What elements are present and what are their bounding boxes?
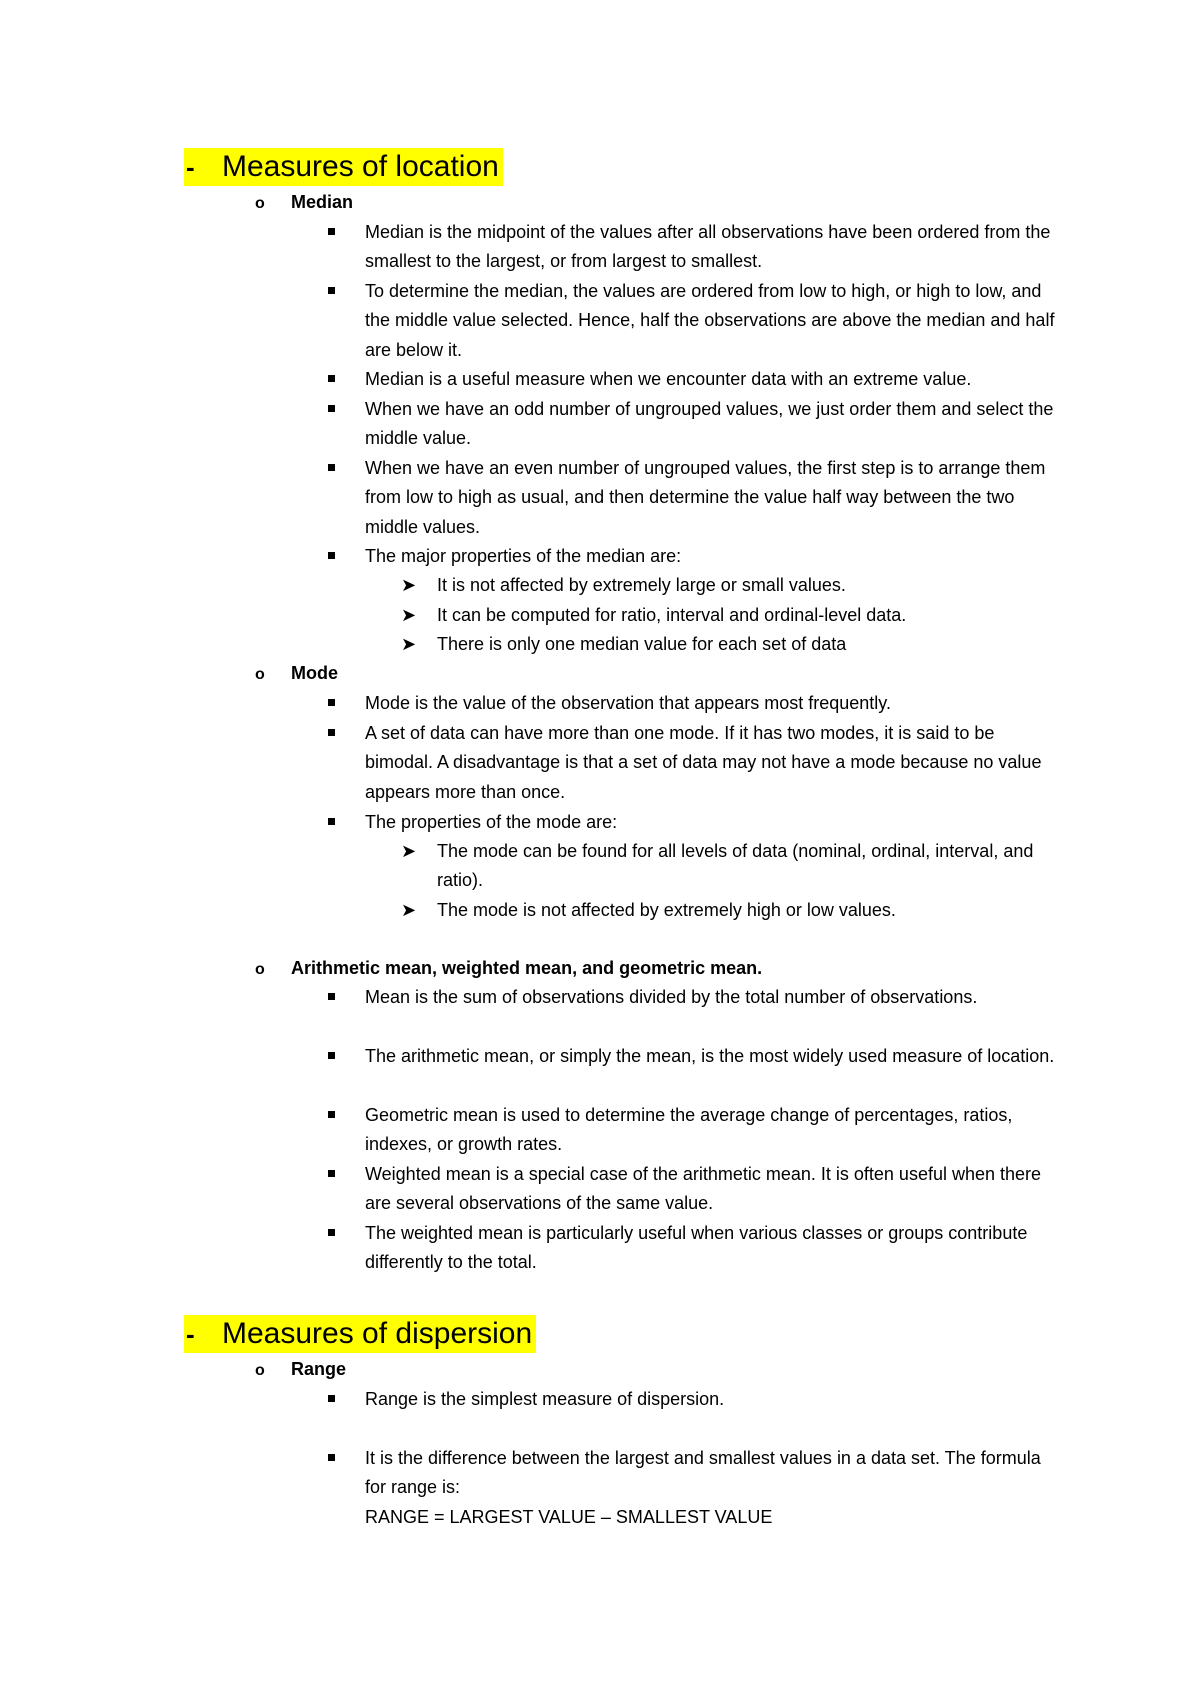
list-item	[365, 277, 1065, 365]
arrow-bullet-icon: ➤	[401, 575, 417, 595]
list-item-text: There is only one median value for each set of data	[437, 634, 847, 654]
list-item-text: It is not affected by extremely large or small values.	[437, 575, 846, 595]
list-item	[401, 601, 1057, 630]
square-bullet-icon	[328, 464, 335, 471]
list-item	[401, 896, 1057, 925]
list-item-text: Weighted mean is a special case of the arithmetic mean. It is often useful when there are several observations of the same value.	[365, 1164, 1042, 1214]
square-bullet-icon	[328, 1052, 335, 1059]
list-item-text: The mode is not affected by extremely high or low values.	[437, 900, 896, 920]
arrow-bullet-icon: ➤	[401, 634, 417, 654]
list-item	[401, 837, 1057, 896]
heading-measures-of-dispersion	[184, 1315, 536, 1353]
heading-dash: -	[186, 152, 195, 182]
list-item	[401, 571, 1057, 600]
list-item-text: Mean is the sum of observations divided by the total number of observations.	[365, 987, 978, 1007]
list-item	[365, 1160, 1065, 1219]
list-item-text: The mode can be found for all levels of data (nominal, ordinal, interval, and ratio).	[437, 841, 1034, 891]
square-bullet-icon	[328, 552, 335, 559]
heading-text: Measures of dispersion	[222, 1317, 533, 1350]
list-item-text: Median is a useful measure when we encounter data with an extreme value.	[365, 369, 972, 389]
list-item	[365, 1385, 1065, 1414]
heading-measures-of-location	[184, 148, 503, 186]
subheading-mean	[255, 956, 762, 982]
list-item	[365, 542, 1065, 571]
list-marker: o	[255, 195, 265, 212]
list-item	[365, 1444, 1065, 1503]
list-marker: o	[255, 666, 265, 683]
heading-text: Measures of location	[222, 150, 499, 183]
square-bullet-icon	[328, 818, 335, 825]
list-item	[365, 983, 1065, 1012]
list-item	[365, 1042, 1065, 1071]
square-bullet-icon	[328, 1170, 335, 1177]
subheading-mode	[255, 661, 338, 687]
square-bullet-icon	[328, 729, 335, 736]
list-item-text: When we have an odd number of ungrouped values, we just order them and select the middle value.	[365, 399, 1054, 449]
list-item	[365, 719, 1065, 807]
subheading-text: Range	[291, 1359, 347, 1379]
list-item-text: A set of data can have more than one mode. If it has two modes, it is said to be bimodal. A disadvantage is that a set of data may not have a mode because no value appears more than once.	[365, 723, 1042, 802]
list-marker: o	[255, 961, 265, 978]
list-item-text: Geometric mean is used to determine the average change of percentages, ratios, indexes, or growth rates.	[365, 1105, 1013, 1155]
list-item	[365, 395, 1065, 454]
list-item	[365, 1101, 1065, 1160]
list-item	[365, 218, 1065, 277]
list-item-text: The arithmetic mean, or simply the mean, is the most widely used measure of location.	[365, 1046, 1055, 1066]
square-bullet-icon	[328, 287, 335, 294]
list-item-text: The weighted mean is particularly useful when various classes or groups contribute differently to the total.	[365, 1223, 1028, 1273]
square-bullet-icon	[328, 405, 335, 412]
square-bullet-icon	[328, 228, 335, 235]
list-item	[365, 454, 1065, 542]
list-item-text: The major properties of the median are:	[365, 546, 682, 566]
square-bullet-icon	[328, 993, 335, 1000]
list-item-text: When we have an even number of ungrouped values, the first step is to arrange them from low to high as usual, and then determine the value half way between the two middle values.	[365, 458, 1046, 537]
list-item-text: Range is the simplest measure of dispersion.	[365, 1389, 725, 1409]
subheading-range	[255, 1357, 346, 1383]
list-item	[365, 365, 1065, 394]
list-item-text: Median is the midpoint of the values after all observations have been ordered from the smallest to the largest, or from largest to smallest.	[365, 222, 1051, 272]
list-item	[365, 689, 1065, 718]
list-item-text: It is the difference between the largest and smallest values in a data set. The formula for range is:	[365, 1448, 1041, 1498]
square-bullet-icon	[328, 1111, 335, 1118]
list-item-text: To determine the median, the values are ordered from low to high, or high to low, and the middle value selected. Hence, half the observations are above the median and half are below it.	[365, 281, 1055, 360]
heading-dash: -	[186, 1319, 195, 1349]
list-item	[401, 630, 1057, 659]
subheading-median	[255, 190, 353, 216]
list-item	[365, 808, 1065, 837]
square-bullet-icon	[328, 375, 335, 382]
subheading-text: Mode	[291, 663, 338, 683]
list-item	[365, 1219, 1065, 1278]
subheading-text: Median	[291, 192, 354, 212]
arrow-bullet-icon: ➤	[401, 841, 417, 861]
arrow-bullet-icon: ➤	[401, 900, 417, 920]
list-item-text: Mode is the value of the observation that appears most frequently.	[365, 693, 891, 713]
range-formula: RANGE = LARGEST VALUE – SMALLEST VALUE	[365, 1507, 773, 1527]
square-bullet-icon	[328, 1395, 335, 1402]
square-bullet-icon	[328, 1229, 335, 1236]
subheading-text: Arithmetic mean, weighted mean, and geometric mean.	[291, 958, 763, 978]
square-bullet-icon	[328, 699, 335, 706]
arrow-bullet-icon: ➤	[401, 605, 417, 625]
list-item-text: It can be computed for ratio, interval and ordinal-level data.	[437, 605, 907, 625]
square-bullet-icon	[328, 1454, 335, 1461]
list-marker: o	[255, 1362, 265, 1379]
list-item-text: The properties of the mode are:	[365, 812, 618, 832]
